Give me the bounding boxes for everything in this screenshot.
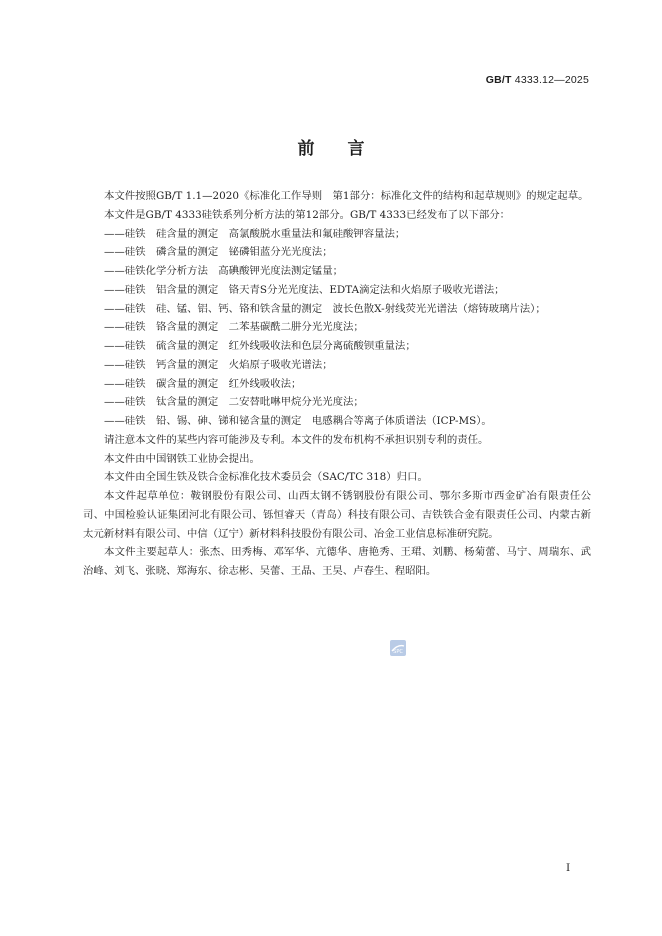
list-item: ——硅铁 铬含量的测定 二苯基碳酰二肼分光光度法； — [104, 321, 364, 334]
document-code-number: 4333.12—2025 — [514, 74, 589, 86]
list-item: ——硅铁 铅、锡、砷、锑和铋含量的测定 电感耦合等离子体质谱法（ICP-MS）。 — [104, 415, 492, 427]
paragraph-series-intro: 本文件是GB/T 4333硅铁系列分析方法的第12部分。GB/T 4333已经发布了以下部分： — [104, 208, 510, 221]
document-code — [486, 74, 589, 86]
published-parts-list — [83, 225, 591, 431]
paragraph-main-drafters: 本文件主要起草人：张杰、田秀梅、邓军华、亢德华、唐艳秀、王珺、刘鹏、杨菊蕾、马宁、周瑞东、武治峰、刘飞、张晓、郑海东、徐志彬、吴蕾、王晶、王昊、卢春生、程昭阳。 — [83, 546, 591, 577]
document-code-prefix: GB/T — [485, 74, 512, 86]
list-item: ——硅铁 钛含量的测定 二安替吡啉甲烷分光光度法； — [104, 396, 364, 409]
list-item: ——硅铁 硫含量的测定 红外线吸收法和色层分离硫酸钡重量法； — [104, 340, 416, 352]
list-item: ——硅铁 钙含量的测定 火焰原子吸收光谱法； — [104, 358, 333, 371]
watermark-logo-icon — [390, 640, 406, 656]
paragraph-technical-committee: 本文件由全国生铁及铁合金标准化技术委员会（SAC/TC 318）归口。 — [104, 471, 428, 484]
foreword-body — [83, 187, 591, 581]
watermark-logo-text: SPC — [393, 649, 403, 655]
list-item: ——硅铁 磷含量的测定 铋磷钼蓝分光光度法； — [104, 246, 333, 259]
list-item: ——硅铁 硅、锰、铝、钙、铬和铁含量的测定 波长色散X-射线荧光光谱法（熔铸玻璃片法）； — [104, 302, 546, 315]
page-number: I — [566, 862, 571, 874]
list-item: ——硅铁 硅含量的测定 高氯酸脱水重量法和氟硅酸钾容量法； — [104, 227, 406, 240]
paragraph-drafting-rules: 本文件按照GB/T 1.1—2020《标准化工作导则 第1部分：标准化文件的结构和起草规则》的规定起草。 — [104, 190, 589, 202]
paragraph-patent-notice: 请注意本文件的某些内容可能涉及专利。本文件的发布机构不承担识别专利的责任。 — [104, 433, 489, 446]
page-title: 前言 — [297, 139, 398, 159]
list-item: ——硅铁化学分析方法 高碘酸钾光度法测定锰量； — [104, 265, 343, 277]
paragraph-proposer: 本文件由中国钢铁工业协会提出。 — [104, 452, 260, 465]
list-item: ——硅铁 铝含量的测定 铬天青S分光光度法、EDTA滴定法和火焰原子吸收光谱法； — [104, 283, 505, 296]
list-item: ——硅铁 碳含量的测定 红外线吸收法； — [104, 377, 302, 390]
paragraph-drafting-organizations: 本文件起草单位：鞍钢股份有限公司、山西太钢不锈钢股份有限公司、鄂尔多斯市西金矿冶有限责任公司、中国检验认证集团河北有限公司、铄恒睿天（青岛）科技有限公司、吉铁铁合金有限责任公司、内蒙古新太元新材料有限公司、中信（辽宁）新材料科技股份有限公司、冶金工业信息标准研究院。 — [83, 490, 591, 540]
